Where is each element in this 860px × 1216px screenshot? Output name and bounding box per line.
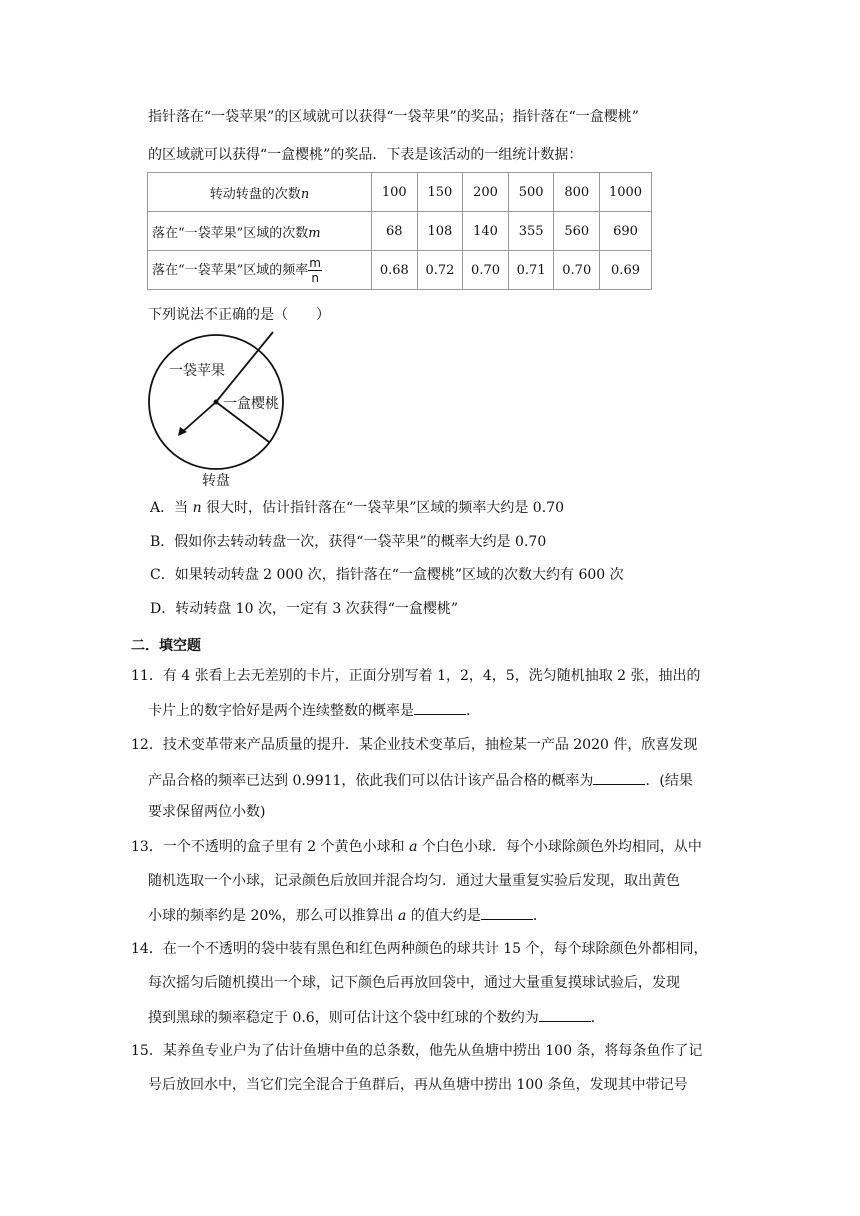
label-apple: 一袋苹果 bbox=[169, 363, 225, 379]
q13-text-b: 个白色小球．每个小球除颜色外均相同，从中 bbox=[417, 839, 702, 855]
table-cell: 800 bbox=[554, 173, 600, 212]
q11-line-2 bbox=[148, 700, 480, 721]
q12-line-1: 12．技术变革带来产品质量的提升．某企业技术变革后，抽检某一产品 2020 件，欣喜发现 bbox=[131, 737, 698, 753]
table-cell: 100 bbox=[372, 173, 418, 212]
q14-line-2: 每次摇匀后随机摸出一个球，记下颜色后再放回袋中，通过大量重复摸球试验后，发现 bbox=[148, 975, 680, 991]
table-cell: 0.70 bbox=[554, 251, 600, 290]
q13-line-2: 随机选取一个小球，记录颜色后放回并混合均匀．通过大量重复实验后发现，取出黄色 bbox=[148, 873, 680, 889]
table-cell: 500 bbox=[508, 173, 554, 212]
statistics-table bbox=[147, 172, 652, 290]
q14-line-3 bbox=[148, 1007, 605, 1028]
q13-text-c: 小球的频率约是 20%，那么可以推算出 bbox=[148, 908, 399, 924]
row-f-label: 落在“一袋苹果”区域的频率 bbox=[152, 262, 309, 278]
q12-note: ．(结果 bbox=[645, 773, 693, 789]
q12-line-3: 要求保留两位小数) bbox=[148, 804, 266, 820]
table-row bbox=[148, 251, 652, 290]
section-title: 二．填空题 bbox=[131, 638, 201, 654]
q12-line-2 bbox=[148, 770, 693, 791]
var-m: m bbox=[308, 225, 321, 241]
answer-blank bbox=[414, 700, 466, 715]
table-cell: 0.70 bbox=[463, 251, 509, 290]
q13-text-d: 的值大约是 bbox=[406, 908, 481, 924]
q13-line-3 bbox=[148, 905, 547, 926]
table-cell: 140 bbox=[463, 212, 509, 251]
q11-end: ． bbox=[466, 703, 480, 719]
intro-line-2: 的区域就可以获得“一盒樱桃”的奖品．下表是该活动的一组统计数据： bbox=[148, 147, 583, 163]
table-cell: 150 bbox=[417, 173, 463, 212]
pointer-pivot bbox=[214, 400, 219, 405]
row-m-label: 落在“一袋苹果”区域的次数 bbox=[152, 225, 309, 241]
q12-text: 产品合格的频率已达到 0.9911，依此我们可以估计该产品合格的概率为 bbox=[148, 773, 594, 789]
q14-text: 摸到黑球的频率稳定于 0.6，则可估计这个袋中红球的个数约为 bbox=[148, 1010, 539, 1026]
option-c: C．如果转动转盘 2 000 次，指针落在“一盒樱桃”区域的次数大约有 600 次 bbox=[150, 567, 624, 583]
table-row bbox=[148, 212, 652, 251]
question-stem: 下列说法不正确的是（ ） bbox=[148, 307, 330, 323]
fraction-denominator: n bbox=[311, 270, 319, 285]
table-cell: 0.71 bbox=[508, 251, 554, 290]
var-n: n bbox=[300, 186, 310, 202]
option-a-pre: A．当 bbox=[150, 500, 193, 516]
table-cell: 690 bbox=[600, 212, 652, 251]
answer-blank bbox=[481, 905, 533, 920]
q14-end: ． bbox=[590, 1010, 605, 1026]
var-n: n bbox=[192, 500, 202, 516]
spinner-caption: 转盘 bbox=[202, 473, 230, 489]
fraction-m-over-n bbox=[308, 256, 322, 285]
header-label: 转动转盘的次数 bbox=[209, 186, 301, 202]
answer-blank bbox=[593, 770, 645, 785]
q11-text: 卡片上的数字恰好是两个连续整数的概率是 bbox=[148, 703, 414, 719]
q13-text-a: 13．一个不透明的盒子里有 2 个黄色小球和 bbox=[131, 839, 410, 855]
var-a: a bbox=[409, 839, 418, 855]
label-cherry: 一盒樱桃 bbox=[223, 396, 279, 412]
q13-line-1 bbox=[131, 837, 702, 857]
fraction-numerator: m bbox=[309, 255, 321, 270]
table-cell: 0.69 bbox=[600, 251, 652, 290]
option-b: B．假如你去转动转盘一次，获得“一袋苹果”的概率大约是 0.70 bbox=[150, 534, 547, 550]
table-row bbox=[148, 173, 652, 212]
option-d: D．转动转盘 10 次，一定有 3 次获得“一盒樱桃” bbox=[150, 601, 459, 617]
table-cell: 1000 bbox=[600, 173, 652, 212]
answer-blank bbox=[539, 1007, 591, 1022]
q15-line-2: 号后放回水中，当它们完全混合于鱼群后，再从鱼塘中捞出 100 条鱼，发现其中带记号 bbox=[148, 1077, 688, 1093]
q13-end: ． bbox=[532, 908, 547, 924]
table-cell: 0.72 bbox=[417, 251, 463, 290]
table-cell: 0.68 bbox=[372, 251, 418, 290]
spinner-figure bbox=[145, 330, 290, 490]
var-a: a bbox=[398, 908, 407, 924]
row-f-label-cell bbox=[148, 251, 372, 290]
table-cell: 355 bbox=[508, 212, 554, 251]
table-cell: 68 bbox=[372, 212, 418, 251]
option-a-post: 很大时，估计指针落在“一袋苹果”区域的频率大约是 0.70 bbox=[201, 500, 564, 516]
q11-line-1: 11．有 4 张看上去无差别的卡片，正面分别写着 1，2，4，5，洗匀随机抽取 2 张，抽出的 bbox=[131, 668, 701, 684]
q14-line-1: 14．在一个不透明的袋中装有黑色和红色两种颜色的球共计 15 个，每个球除颜色外都相同， bbox=[131, 941, 708, 957]
table-cell: 200 bbox=[463, 173, 509, 212]
option-a bbox=[150, 498, 564, 518]
intro-line-1: 指针落在“一袋苹果”的区域就可以获得“一袋苹果”的奖品；指针落在“一盒樱桃” bbox=[148, 109, 639, 125]
q15-line-1: 15．某养鱼专业户为了估计鱼塘中鱼的总条数，他先从鱼塘中捞出 100 条，将每条鱼作了记 bbox=[131, 1043, 703, 1059]
table-cell: 108 bbox=[417, 212, 463, 251]
pointer-arrow bbox=[181, 402, 216, 433]
row-m-label-cell bbox=[148, 212, 372, 251]
table-cell: 560 bbox=[554, 212, 600, 251]
header-label-cell bbox=[148, 173, 372, 212]
